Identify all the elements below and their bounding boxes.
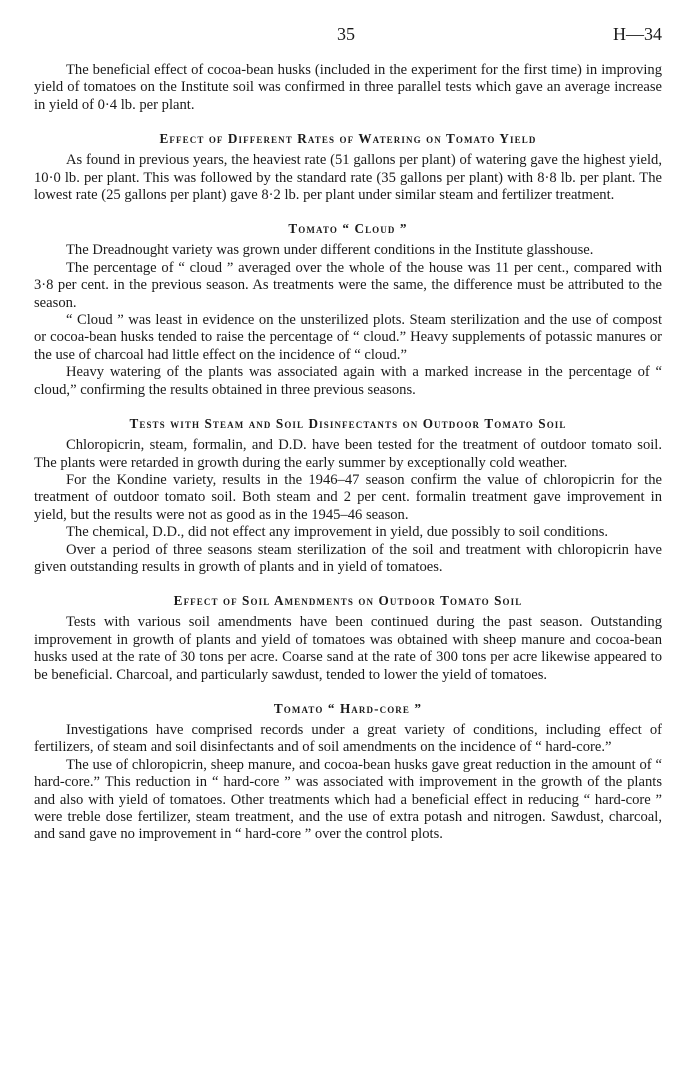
paragraph: The percentage of “ cloud ” averaged over the whole of the house was 11 per cent., compared with 3·8 per cent. in the previous season. As treatments were the same, the difference must be attributed to the season. bbox=[34, 259, 662, 311]
paragraph: Over a period of three seasons steam sterilization of the soil and treatment with chloropicrin have given outstanding results in growth of plants and in yield of tomatoes. bbox=[34, 541, 662, 575]
paragraph: Investigations have comprised records under a great variety of conditions, including effect of fertilizers, of steam and soil disinfectants and of soil amendments on the incidence of “ hard-core.” bbox=[34, 721, 662, 756]
page-header bbox=[34, 18, 662, 44]
paragraph: The Dreadnought variety was grown under different conditions in the Institute glasshouse. bbox=[66, 242, 594, 259]
paragraph: The chemical, D.D., did not effect any improvement in yield, due possibly to soil conditions. bbox=[66, 524, 609, 541]
section-heading: Effect of Soil Amendments on Outdoor Tomato Soil bbox=[173, 593, 523, 609]
document-page bbox=[34, 18, 662, 844]
section-tomato-cloud bbox=[34, 220, 662, 399]
section-hard-core bbox=[34, 700, 662, 844]
paragraph: Tests with various soil amendments have been continued during the past season. Outstanding improvement in growth of plants and yield of tomatoes was obtained with sheep manure and cocoa-bean husks used at the rate of 30 tons per acre. Coarse sand at the rate of 300 tons per acre likewise appeared to be beneficial. Charcoal, and particularly sawdust, tended to lower the yield of tomatoes. bbox=[34, 614, 662, 683]
page-number: 35 bbox=[337, 24, 355, 44]
intro-paragraph: The beneficial effect of cocoa-bean husks (included in the experiment for the first time) in improving yield of tomatoes on the Institute soil was confirmed in three parallel tests which gave an average increase in yield of 0·4 lb. per plant. bbox=[34, 62, 662, 113]
paragraph: Chloropicrin, steam, formalin, and D.D. have been tested for the treatment of outdoor tomato soil. The plants were retarded in growth during the early summer by exceptionally cold weather. bbox=[34, 437, 662, 471]
section-heading: Tests with Steam and Soil Disinfectants on Outdoor Tomato Soil bbox=[129, 416, 567, 432]
section-soil-amendments bbox=[34, 592, 662, 684]
paragraph: Heavy watering of the plants was associated again with a marked increase in the percentage of “ cloud,” confirming the results obtained in three previous seasons. bbox=[34, 364, 662, 398]
section-heading: Tomato “ Hard-core ” bbox=[273, 700, 423, 716]
paragraph: For the Kondine variety, results in the 1946–47 season confirm the value of chloropicrin for the treatment of outdoor tomato soil. Both steam and 2 per cent. formalin treatment gave improvement in yield, but the results were not as good as in the 1945–46 season. bbox=[34, 471, 662, 523]
paragraph: “ Cloud ” was least in evidence on the unsterilized plots. Steam sterilization and the use of compost or cocoa-bean husks tended to raise the percentage of “ cloud.” Heavy supplements of potassic manures or the use of charcoal had little effect on the incidence of “ cloud.” bbox=[34, 312, 662, 363]
section-watering-rates bbox=[34, 130, 662, 204]
paragraph: As found in previous years, the heaviest rate (51 gallons per plant) of watering gave the highest yield, 10·0 lb. per plant. This was followed by the standard rate (35 gallons per plant) with 8·8 lb. per plant. The lowest rate (25 gallons per plant) gave 8·2 lb. per plant under similar steam and fertilizer treatment. bbox=[34, 152, 662, 204]
section-heading: Tomato “ Cloud ” bbox=[288, 221, 408, 237]
section-steam-disinfectants bbox=[34, 415, 662, 576]
section-heading: Effect of Different Rates of Watering on Tomato Yield bbox=[159, 131, 537, 147]
document-reference: H—34 bbox=[613, 24, 662, 44]
paragraph: The use of chloropicrin, sheep manure, and cocoa-bean husks gave great reduction in the amount of “ hard-core.” This reduction in “ hard-core ” was associated with improvement in the growth of the plants and also with yield of tomatoes. Other treatments which had a beneficial effect in reducing “ hard-core ” were treble dose fertilizer, steam treatment, and the use of extra potash and nitrogen. Sawdust, charcoal, and sand gave no improvement in “ hard-core ” over the control plots. bbox=[34, 756, 662, 843]
